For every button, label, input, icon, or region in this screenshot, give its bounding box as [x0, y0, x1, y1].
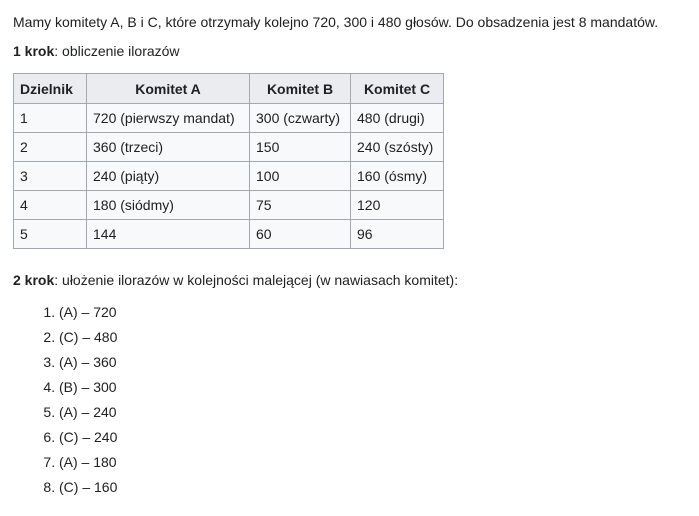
list-item: 7. (A) – 180 [59, 452, 695, 472]
step2-heading [13, 270, 695, 290]
list-item: 6. (C) – 240 [59, 427, 695, 447]
intro-paragraph: Mamy komitety A, B i C, które otrzymały kolejno 720, 300 i 480 głosów. Do obsadzenia jest 8 mandatów. [13, 14, 659, 30]
step1-heading [13, 41, 695, 61]
table-cell: 144 [87, 220, 250, 249]
table-cell: 3 [14, 162, 87, 191]
table-cell: 1 [14, 104, 87, 133]
table-row [14, 104, 444, 133]
table-cell: 180 (siódmy) [87, 191, 250, 220]
table-cell: 240 (szósty) [351, 133, 444, 162]
table-cell: 300 (czwarty) [250, 104, 351, 133]
table-cell: 100 [250, 162, 351, 191]
ranking-list [13, 302, 695, 497]
table-cell: 5 [14, 220, 87, 249]
header-divisor: Dzielnik [14, 74, 87, 104]
table-row [14, 191, 444, 220]
list-item: 8. (C) – 160 [59, 477, 695, 497]
quotients-table [13, 73, 444, 249]
table-cell: 2 [14, 133, 87, 162]
list-item: 5. (A) – 240 [59, 402, 695, 422]
table-row [14, 220, 444, 249]
article-content [13, 12, 695, 502]
table-cell: 720 (pierwszy mandat) [87, 104, 250, 133]
table-cell: 160 (ósmy) [351, 162, 444, 191]
step2-text: : ułożenie ilorazów w kolejności malejącej (w nawiasach komitet): [54, 272, 459, 288]
table-cell: 60 [250, 220, 351, 249]
step2-label: 2 krok [13, 272, 55, 288]
table-cell: 150 [250, 133, 351, 162]
table-cell: 4 [14, 191, 87, 220]
table-cell: 120 [351, 191, 444, 220]
table-cell: 480 (drugi) [351, 104, 444, 133]
table-row [14, 162, 444, 191]
header-committee-c: Komitet C [351, 74, 444, 104]
table-cell: 360 (trzeci) [87, 133, 250, 162]
table-cell: 75 [250, 191, 351, 220]
list-item: 4. (B) – 300 [59, 377, 695, 397]
table-row [14, 133, 444, 162]
header-committee-b: Komitet B [250, 74, 351, 104]
step1-text: : obliczenie ilorazów [54, 43, 180, 59]
step1-label: 1 krok [13, 43, 55, 59]
table-header-row [14, 74, 444, 104]
list-item: 1. (A) – 720 [59, 302, 695, 322]
list-item: 3. (A) – 360 [59, 352, 695, 372]
table-cell: 96 [351, 220, 444, 249]
list-item: 2. (C) – 480 [59, 327, 695, 347]
header-committee-a: Komitet A [87, 74, 250, 104]
table-cell: 240 (piąty) [87, 162, 250, 191]
